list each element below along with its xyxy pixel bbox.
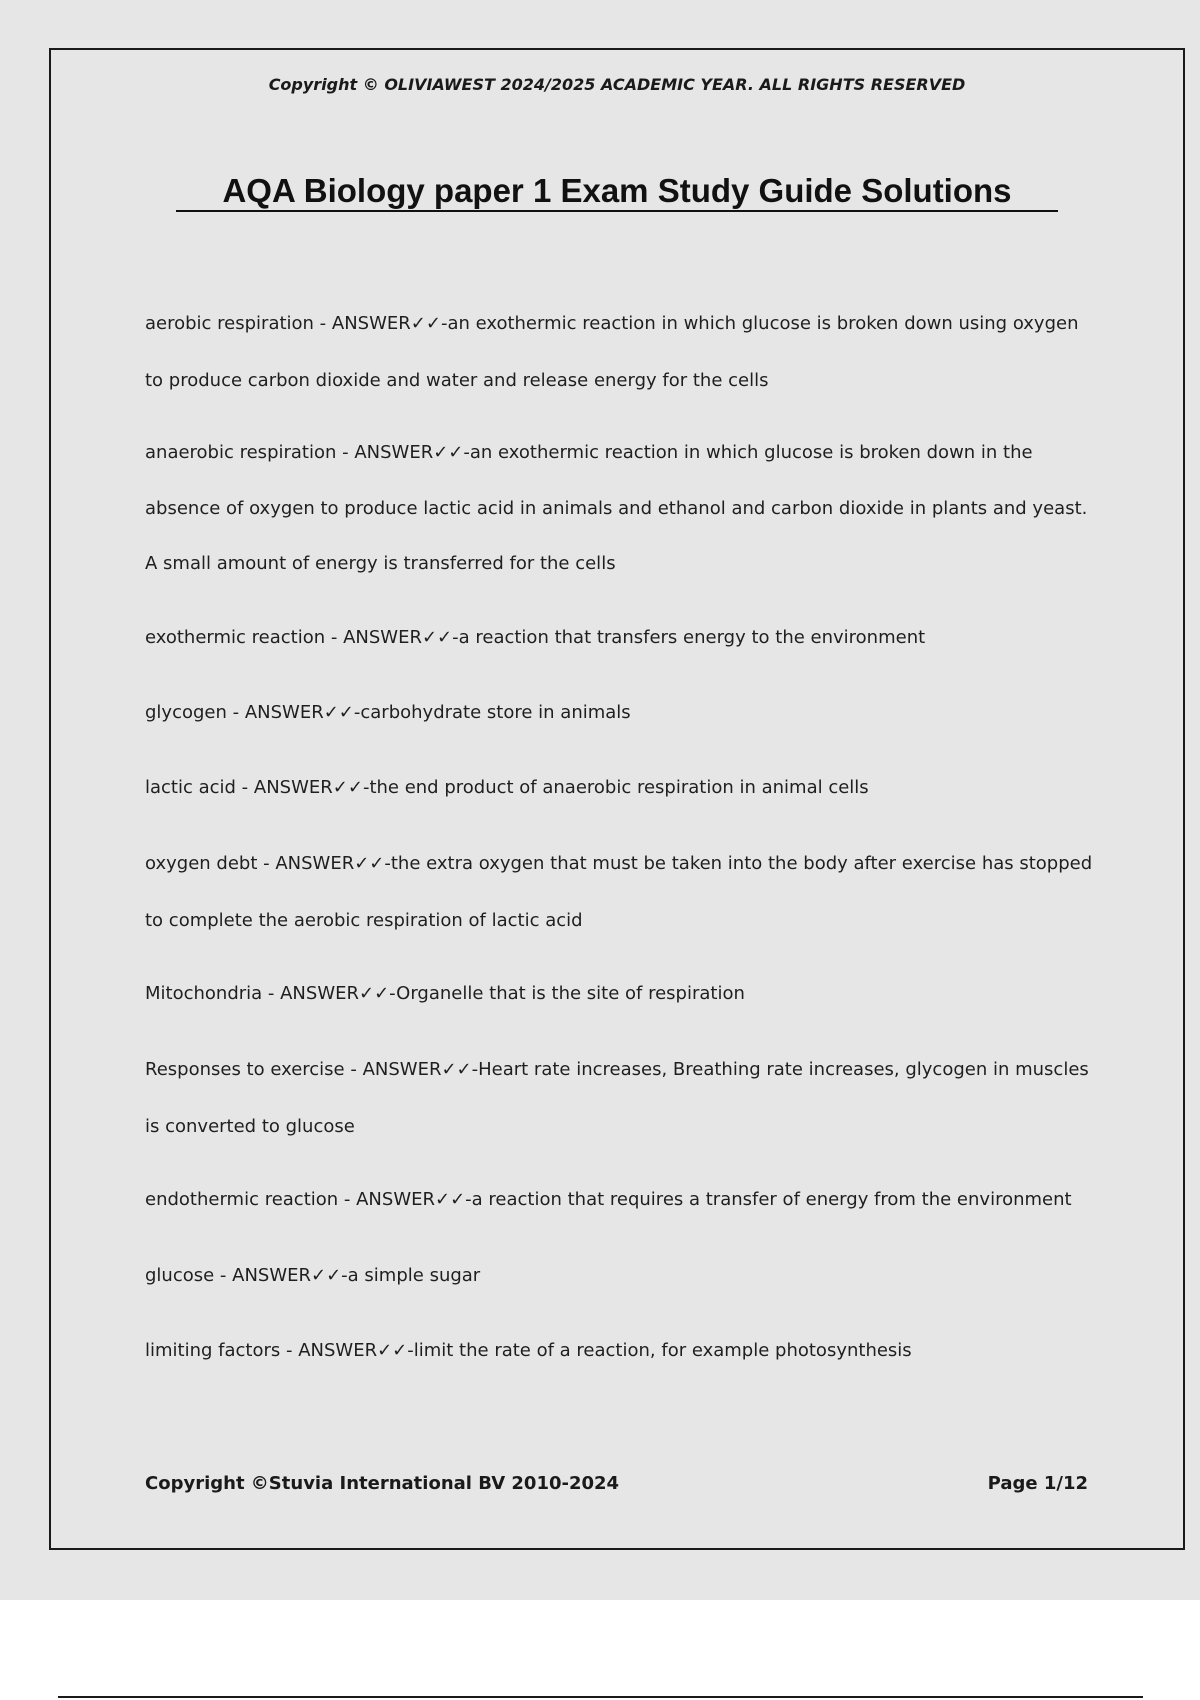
entry-anaerobic-respiration-line-3: A small amount of energy is transferred for the cells — [145, 553, 616, 574]
entry-oxygen-debt-line-1: oxygen debt - ANSWER✓✓-the extra oxygen that must be taken into the body after exercise has stopped — [145, 853, 1093, 874]
entry-endothermic-reaction: endothermic reaction - ANSWER✓✓-a reaction that requires a transfer of energy from the environment — [145, 1189, 1072, 1210]
header-copyright: Copyright © OLIVIAWEST 2024/2025 ACADEMIC YEAR. ALL RIGHTS RESERVED — [268, 75, 966, 94]
entry-exothermic-reaction: exothermic reaction - ANSWER✓✓-a reaction that transfers energy to the environment — [145, 627, 926, 648]
entry-aerobic-respiration-line-1: aerobic respiration - ANSWER✓✓-an exothermic reaction in which glucose is broken down using oxygen — [145, 313, 1079, 334]
entry-limiting-factors: limiting factors - ANSWER✓✓-limit the rate of a reaction, for example photosynthesis — [145, 1340, 912, 1361]
entry-glycogen: glycogen - ANSWER✓✓-carbohydrate store in animals — [145, 702, 631, 723]
entry-anaerobic-respiration-line-2: absence of oxygen to produce lactic acid in animals and ethanol and carbon dioxide in plants and yeast. — [145, 498, 1088, 519]
entry-mitochondria: Mitochondria - ANSWER✓✓-Organelle that is the site of respiration — [145, 983, 745, 1004]
entry-oxygen-debt-line-2: to complete the aerobic respiration of lactic acid — [145, 910, 583, 931]
entry-responses-to-exercise-line-2: is converted to glucose — [145, 1116, 355, 1137]
entry-responses-to-exercise-line-1: Responses to exercise - ANSWER✓✓-Heart rate increases, Breathing rate increases, glycogen in muscles — [145, 1059, 1089, 1080]
entry-aerobic-respiration-line-2: to produce carbon dioxide and water and release energy for the cells — [145, 370, 769, 391]
entry-glucose: glucose - ANSWER✓✓-a simple sugar — [145, 1265, 481, 1286]
bottom-divider — [58, 1696, 1143, 1698]
document-title: AQA Biology paper 1 Exam Study Guide Solutions — [222, 172, 1012, 209]
title-underline — [176, 210, 1058, 212]
page-border — [49, 48, 1185, 1550]
page-number: Page 1/12 — [987, 1473, 1088, 1494]
footer-copyright: Copyright ©Stuvia International BV 2010-2024 — [145, 1473, 620, 1494]
entry-anaerobic-respiration-line-1: anaerobic respiration - ANSWER✓✓-an exothermic reaction in which glucose is broken down in the — [145, 442, 1033, 463]
entry-lactic-acid: lactic acid - ANSWER✓✓-the end product of anaerobic respiration in animal cells — [145, 777, 869, 798]
